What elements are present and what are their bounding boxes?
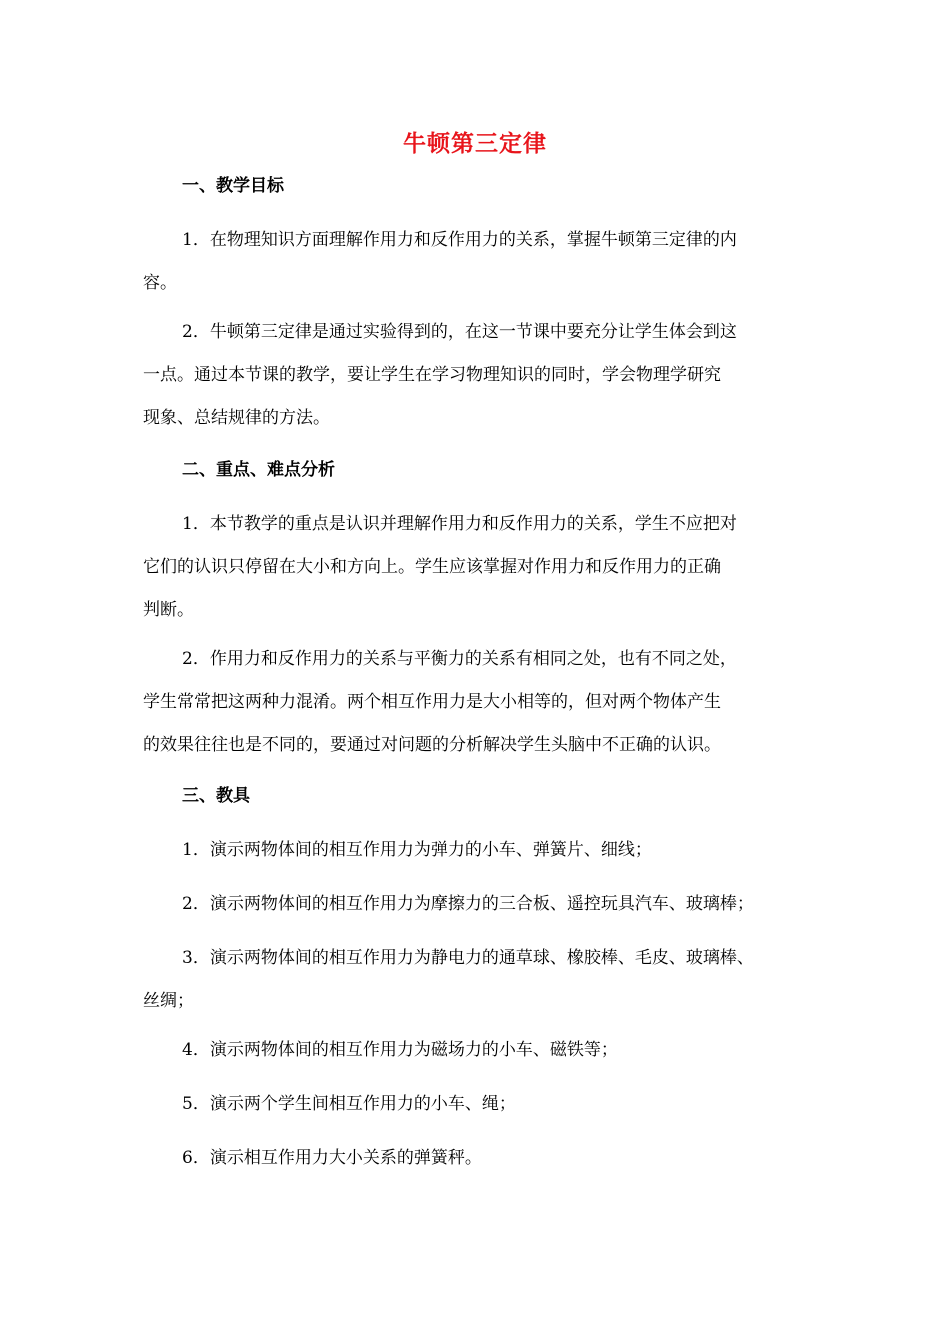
paragraph-line: 2．演示两物体间的相互作用力为摩擦力的三合板、遥控玩具汽车、玻璃棒； bbox=[182, 894, 754, 914]
paragraph-line: 2．牛顿第三定律是通过实验得到的，在这一节课中要充分让学生体会到这 bbox=[182, 322, 737, 342]
list-item bbox=[143, 829, 823, 872]
paragraph bbox=[143, 503, 823, 632]
paragraph-line: 1．在物理知识方面理解作用力和反作用力的关系，掌握牛顿第三定律的内 bbox=[182, 230, 737, 250]
paragraph-line: 学生常常把这两种力混淆。两个相互作用力是大小相等的，但对两个物体产生 bbox=[143, 692, 721, 712]
paragraph-line: 4．演示两物体间的相互作用力为磁场力的小车、磁铁等； bbox=[182, 1040, 618, 1060]
paragraph-line: 2．作用力和反作用力的关系与平衡力的关系有相同之处，也有不同之处， bbox=[182, 649, 737, 669]
list-item bbox=[143, 883, 823, 926]
paragraph-line: 1．演示两物体间的相互作用力为弹力的小车、弹簧片、细线； bbox=[182, 840, 652, 860]
paragraph-line: 6．演示相互作用力大小关系的弹簧秤。 bbox=[182, 1148, 482, 1168]
paragraph bbox=[143, 638, 823, 767]
list-item bbox=[143, 1137, 823, 1180]
paragraph-line: 它们的认识只停留在大小和方向上。学生应该掌握对作用力和反作用力的正确 bbox=[143, 557, 721, 577]
section-heading-objectives: 一、教学目标 bbox=[182, 176, 284, 196]
section-heading-key-points: 二、重点、难点分析 bbox=[182, 460, 335, 480]
list-item bbox=[143, 1083, 823, 1126]
list-item bbox=[143, 1029, 823, 1072]
paragraph-line: 现象、总结规律的方法。 bbox=[143, 408, 330, 428]
paragraph bbox=[143, 311, 823, 440]
paragraph-line: 容。 bbox=[143, 273, 177, 293]
paragraph bbox=[143, 219, 823, 305]
paragraph-line: 一点。通过本节课的教学，要让学生在学习物理知识的同时，学会物理学研究 bbox=[143, 365, 721, 385]
paragraph-line: 1．本节教学的重点是认识并理解作用力和反作用力的关系，学生不应把对 bbox=[182, 514, 737, 534]
section-heading-teaching-aids: 三、教具 bbox=[182, 786, 250, 806]
document-title: 牛顿第三定律 bbox=[403, 131, 547, 157]
paragraph-line: 3．演示两物体间的相互作用力为静电力的通草球、橡胶棒、毛皮、玻璃棒、 bbox=[182, 948, 754, 968]
list-item bbox=[143, 937, 823, 1023]
paragraph-line: 丝绸； bbox=[143, 991, 194, 1011]
paragraph-line: 判断。 bbox=[143, 600, 194, 620]
paragraph-line: 的效果往往也是不同的，要通过对问题的分析解决学生头脑中不正确的认识。 bbox=[143, 735, 721, 755]
paragraph-line: 5．演示两个学生间相互作用力的小车、绳； bbox=[182, 1094, 516, 1114]
